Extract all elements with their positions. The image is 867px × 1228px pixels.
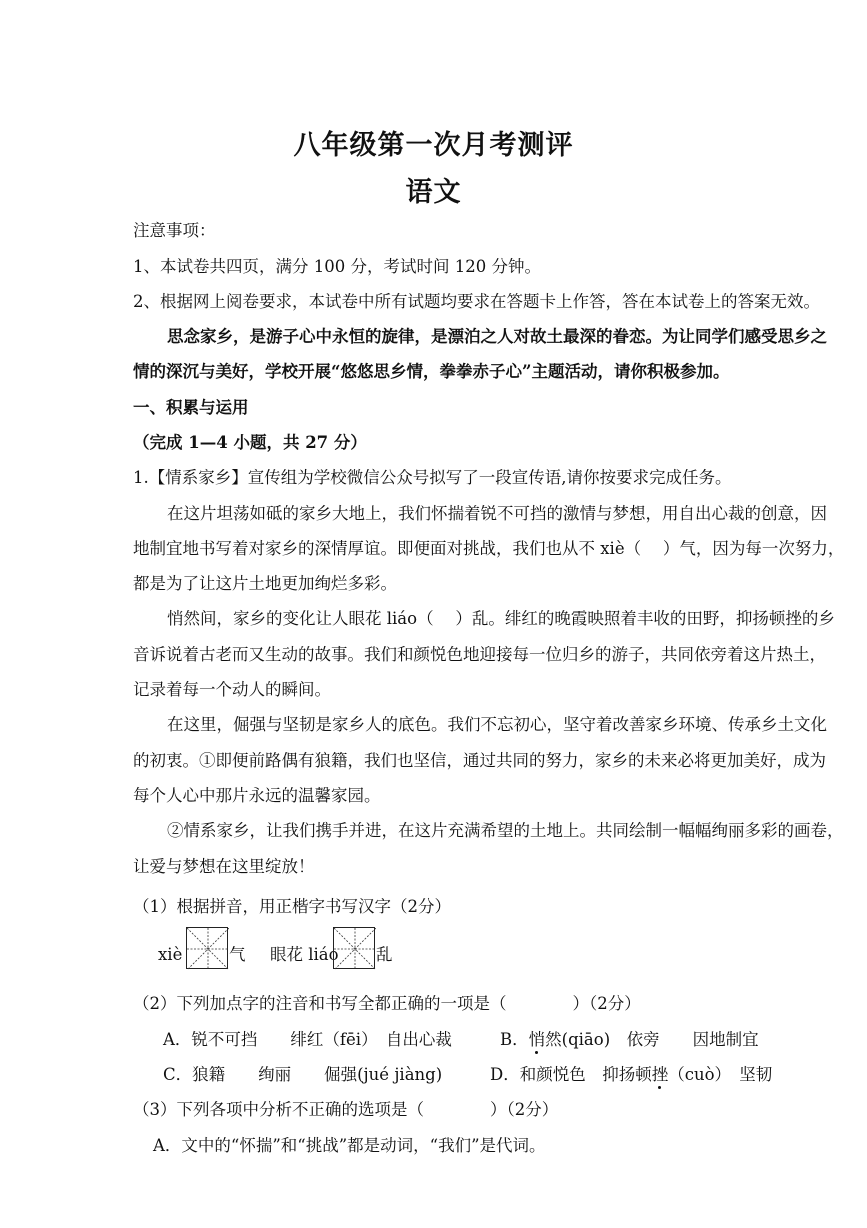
passage-line: 记录着每一个动人的瞬间。 [133, 680, 331, 699]
passage-line: 在这里，倔强与坚韧是家乡人的底色。我们不忘初心，坚守着改善家乡环境、传承乡土文化 [167, 715, 827, 734]
passage-line: 音诉说着古老而又生动的故事。我们和颜悦色地迎接每一位归乡的游子，共同依旁着这片热土， [133, 645, 826, 664]
passage-line: ②情系家乡，让我们携手并进，在这片充满希望的土地上。共同绘制一幅幅绚丽多彩的画卷， [167, 821, 844, 840]
subquestion-1-stem: （1）根据拼音，用正楷字书写汉字（2分） [133, 897, 451, 916]
option-a: A．锐不可挡 绯红（fēi） 自出心裁 [163, 1030, 452, 1049]
section-subheading: （完成 1—4 小题，共 27 分） [133, 433, 367, 452]
notes-heading: 注意事项： [133, 221, 216, 240]
pinyin-label-2: 眼花 liáo [270, 945, 339, 964]
option-d-text: （cuò） 坚韧 [668, 1065, 773, 1084]
passage-line: 在这片坦荡如砥的家乡大地上，我们怀揣着锐不可挡的激情与梦想，用自出心裁的创意，因 [167, 504, 827, 523]
notes-item-2: 2、根据网上阅卷要求，本试卷中所有试题均要求在答题卡上作答，答在本试卷上的答案无效。 [133, 292, 820, 311]
notes-item-1: 1、本试卷共四页，满分 100 分，考试时间 120 分钟。 [133, 257, 541, 276]
pinyin-label-1: xiè [158, 945, 183, 964]
subquestion-3-stem: （3）下列各项中分析不正确的选项是（ ）（2分） [133, 1100, 559, 1119]
writing-grid-lines [187, 928, 229, 970]
writing-grid-lines [334, 928, 376, 970]
option-b [500, 1029, 759, 1051]
option-a: A．文中的“怀揣”和“挑战”都是动词，“我们”是代词。 [153, 1136, 546, 1155]
option-d-prefix: D．和颜悦色 抑扬顿 [490, 1065, 652, 1084]
page-subtitle: 语文 [405, 177, 462, 208]
option-c: C．狼籍 绚丽 倔强(jué jiàng) [163, 1065, 443, 1084]
question-1-stem: 1.【情系家乡】宣传组为学校微信公众号拟写了一段宣传语,请你按要求完成任务。 [133, 468, 732, 487]
grid-suffix-2: 乱 [376, 945, 393, 964]
dotted-char: 挫 [651, 1065, 669, 1084]
passage-line: 的初衷。①即便前路偶有狼籍，我们也坚信，通过共同的努力，家乡的未来必将更加美好，成为 [133, 751, 826, 770]
passage-line: 都是为了让这片土地更加绚烂多彩。 [133, 574, 397, 593]
passage-line: 每个人心中那片永远的温馨家园。 [133, 786, 381, 805]
intro-line-1: 思念家乡，是游子心中永恒的旋律，是漂泊之人对故土最深的眷恋。为让同学们感受思乡之 [167, 327, 827, 346]
option-b-text: 然(qiāo) 依旁 因地制宜 [545, 1030, 759, 1049]
section-heading: 一、积累与运用 [133, 398, 249, 417]
page-title: 八年级第一次月考测评 [293, 130, 574, 161]
subquestion-2-stem: （2）下列加点字的注音和书写全都正确的一项是（ ）（2分） [133, 994, 641, 1013]
option-b-prefix: B． [500, 1030, 529, 1049]
writing-grid-1[interactable] [186, 927, 228, 969]
intro-line-2: 情的深沉与美好，学校开展“悠悠思乡情，拳拳赤子心”主题活动，请你积极参加。 [133, 362, 730, 381]
dotted-char: 悄 [528, 1030, 546, 1049]
writing-grid-2[interactable] [333, 927, 375, 969]
passage-line: 让爱与梦想在这里绽放！ [133, 857, 315, 876]
passage-line: 悄然间，家乡的变化让人眼花 liáo（ ）乱。绯红的晚霞映照着丰收的田野，抑扬顿挫的乡 [167, 609, 835, 628]
grid-suffix-1: 气 [229, 945, 246, 964]
option-d [490, 1064, 772, 1086]
passage-line: 地制宜地书写着对家乡的深情厚谊。即便面对挑战，我们也从不 xiè（ ）气，因为每一次努力， [133, 539, 845, 558]
